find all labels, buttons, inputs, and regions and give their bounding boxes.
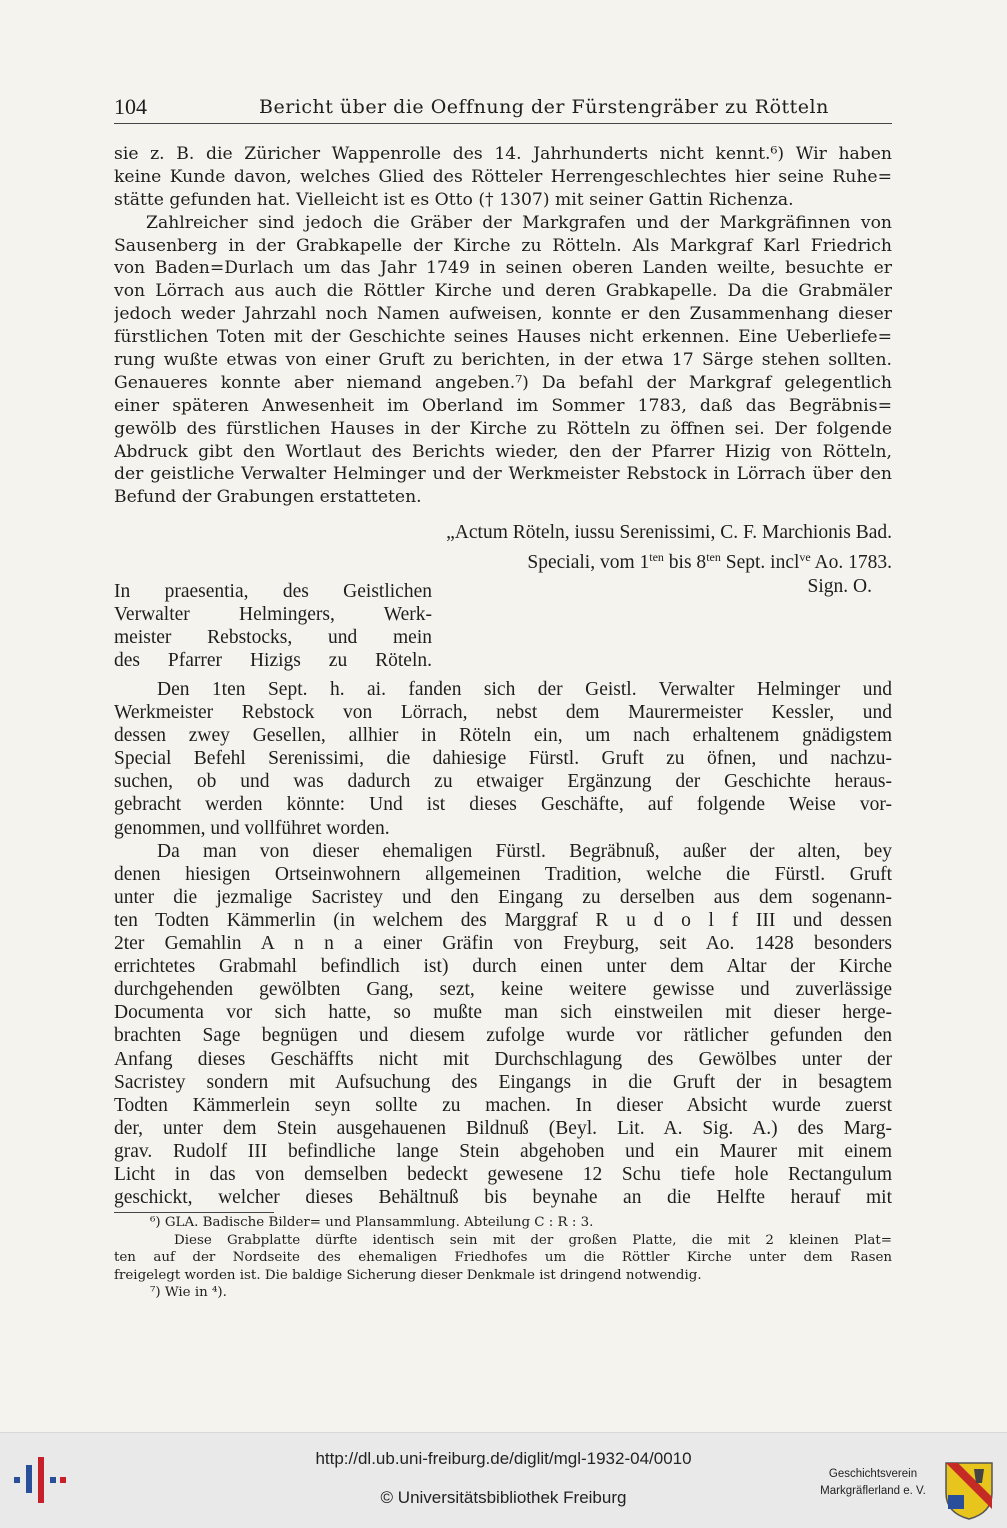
footnote-line: ⁷) Wie in ⁴). bbox=[150, 1285, 227, 1300]
actum-line-2 bbox=[330, 545, 892, 575]
copyright-text: © Universitätsbibliothek Freiburg bbox=[380, 1488, 627, 1507]
text-line: Zahlreicher sind jedoch die Gräber der Markgrafen und der Markgräfinnen von bbox=[146, 212, 892, 233]
text-line: Verwalter Helmingers, Werk- bbox=[114, 604, 432, 625]
superscript: ve bbox=[799, 550, 811, 564]
text-line: dessen zwey Gesellen, allhier in Röteln ein, um nach erhaltenem gnädigstem bbox=[114, 725, 892, 747]
footnote-line: Diese Grabplatte dürfte identisch sein mit der großen Platte, die mit 2 kleinen Plat= bbox=[174, 1232, 892, 1248]
text-line: der, unter dem Stein ausgehauenen Bildnuß (Beyl. Lit. A. Sig. A.) des Marg- bbox=[114, 1117, 892, 1139]
text-line: fürstlichen Toten mit der Geschichte seines Hauses nicht erkennen. Eine Ueberliefe= bbox=[114, 327, 892, 348]
actum-date-part: Sept. incl bbox=[720, 552, 800, 573]
text-line: von Lörrach aus auch die Röttler Kirche und deren Grabkapelle. Da die Grabmäler bbox=[114, 281, 892, 302]
text-line: Abdruck gibt den Wortlaut des Berichts wieder, den der Pfarrer Hizig von Rötteln, bbox=[114, 441, 892, 462]
text-line: rung wußte etwas von einer Gruft zu berichten, in der etwa 17 Särge stehen sollten. bbox=[114, 350, 892, 371]
actum-date-part: Speciali, vom 1 bbox=[527, 552, 650, 573]
superscript: ten bbox=[649, 550, 664, 564]
text-line: Documenta vor sich hatte, so mußte man sich einstweilen mit dieser herge- bbox=[114, 1002, 892, 1024]
text-line: genommen, und vollführet worden. bbox=[114, 817, 390, 839]
text-line: der geistliche Verwalter Helminger und der Werkmeister Rebstock in Lörrach über den bbox=[114, 464, 892, 485]
text-line: von Baden=Durlach um das Jahr 1749 in seinen oberen Landen weilte, besuchte er bbox=[114, 258, 892, 279]
footnote-rule bbox=[114, 1212, 274, 1213]
coat-of-arms-icon bbox=[944, 1461, 994, 1521]
page-header bbox=[114, 94, 892, 124]
actum-signature: Sign. O. bbox=[807, 576, 872, 597]
text-line: Special Befehl Serenissimi, die dahiesige Fürstl. Gruft zu öfnen, und nachzu- bbox=[114, 748, 892, 770]
text-line: gebracht werden könnte: Und ist dieses Geschäfte, auf folgende Weise vor- bbox=[114, 794, 892, 816]
source-url-link[interactable]: http://dl.ub.uni-freiburg.de/diglit/mgl-1932-04/0010 bbox=[315, 1449, 692, 1468]
society-name bbox=[808, 1466, 938, 1500]
report-body bbox=[114, 678, 892, 1209]
text-line: keine Kunde davon, welches Glied des Rötteler Herrengeschlechtes hier seine Ruhe= bbox=[114, 166, 892, 187]
footnote-line: ⁶) GLA. Badische Bilder= und Plansammlung. Abteilung C : R : 3. bbox=[150, 1215, 594, 1230]
praesentia-block bbox=[114, 580, 432, 672]
footnote-line: ten auf der Nordseite des ehemaligen Friedhofes um die Röttler Kirche unter dem Rasen bbox=[114, 1250, 892, 1265]
text-line: Sacristey sondern mit Aufsuchung des Eingangs in die Gruft der in besagtem bbox=[114, 1071, 892, 1093]
text-line: grav. Rudolf III befindliche lange Stein abgehoben und ein Maurer mit einem bbox=[114, 1140, 892, 1162]
text-line: ten Todten Kämmerlin (in welchem des Marggraf R u d o l f III und dessen bbox=[114, 909, 892, 931]
text-line: jedoch weder Jahrzahl noch Namen aufweisen, konnte er den Zusammenhang dieser bbox=[114, 304, 892, 325]
intro-text bbox=[114, 143, 892, 509]
text-line: Da man von dieser ehemaligen Fürstl. Begräbnuß, außer der alten, bey bbox=[157, 840, 892, 862]
text-line: 2ter Gemahlin A n n a einer Gräfin von Freyburg, seit Ao. 1428 besonders bbox=[114, 933, 892, 955]
text-line: Befund der Grabungen erstatteten. bbox=[114, 487, 422, 508]
text-line: Den 1ten Sept. h. ai. fanden sich der Geistl. Verwalter Helminger und bbox=[157, 679, 892, 700]
text-line: brachten Sage begnügen und diesem zufolge wurde vor rätlicher gefunden den bbox=[114, 1025, 892, 1047]
text-line: Sausenberg in der Grabkapelle der Kirche zu Rötteln. Als Markgraf Karl Friedrich bbox=[114, 235, 892, 256]
actum-line-1: „Actum Röteln, iussu Serenissimi, C. F. Marchionis Bad. bbox=[446, 522, 892, 543]
text-line: unter die jezmalige Sacristey und den Eingang zu derselben aus dem sogenann- bbox=[114, 886, 892, 908]
text-line: Todten Kämmerlein seyn sollte zu machen. In dieser Absicht wurde zuerst bbox=[114, 1094, 892, 1116]
text-line: denen hiesigen Ortseinwohnern allgemeinen Tradition, welche die Fürstl. Gruft bbox=[114, 863, 892, 885]
viewer-footer bbox=[0, 1432, 1007, 1528]
text-line: Werkmeister Rebstock von Lörrach, nebst dem Maurermeister Kessler, und bbox=[114, 702, 892, 724]
text-line: geschickt, welcher dieses Behältnuß bis beynahe an die Helfte herauf mit bbox=[114, 1187, 892, 1209]
text-line: sie z. B. die Züricher Wappenrolle des 14. Jahrhunderts nicht kennt.⁶) Wir haben bbox=[114, 144, 892, 164]
page-number: 104 bbox=[114, 94, 147, 119]
actum-date-part: bis 8 bbox=[663, 552, 707, 573]
text-line: errichtetes Grabmahl befindlich ist) durch einen unter dem Altar der Kirche bbox=[114, 956, 892, 978]
header-rule bbox=[114, 123, 892, 124]
text-line: des Pfarrer Hizigs zu Röteln. bbox=[114, 650, 432, 671]
text-line: Anfang dieses Geschäffts nicht mit Durchschlagung des Gewölbes unter der bbox=[114, 1048, 892, 1070]
text-line: einer späteren Anwesenheit im Oberland im Sommer 1783, daß das Begräbnis= bbox=[114, 395, 892, 416]
society-name-line: Markgräflerland e. V. bbox=[820, 1485, 926, 1497]
actum-date-part: Ao. 1783. bbox=[810, 552, 892, 573]
footnote-line: freigelegt worden ist. Die baldige Sicherung dieser Denkmale ist dringend notwendig. bbox=[114, 1267, 702, 1283]
running-title: Bericht über die Oeffnung der Fürstengräber zu Rötteln bbox=[259, 96, 829, 118]
footnotes bbox=[114, 1214, 892, 1302]
society-name-line: Geschichtsverein bbox=[828, 1468, 918, 1480]
text-line: durchgehenden gewölbten Gang, sezt, keine weitere gewisse und zuverlässige bbox=[114, 979, 892, 1001]
text-line: suchen, ob und was dadurch zu etwaiger Ergänzung der Geschichte heraus- bbox=[114, 771, 892, 793]
text-line: meister Rebstocks, und mein bbox=[114, 627, 432, 648]
text-line: stätte gefunden hat. Vielleicht ist es Otto († 1307) mit seiner Gattin Richenza. bbox=[114, 189, 794, 210]
text-line: Licht in das von demselben bedeckt gewesene 12 Schu tiefe hole Rectangulum bbox=[114, 1163, 892, 1185]
superscript: ten bbox=[706, 550, 721, 564]
text-line: In praesentia, des Geistlichen bbox=[114, 581, 432, 602]
text-line: Genaueres konnte aber niemand angeben.⁷) Da befahl der Markgraf gelegentlich bbox=[114, 372, 892, 393]
text-line: gewölb des fürstlichen Hauses in der Kirche zu Rötteln zu öffnen sei. Der folgende bbox=[114, 418, 892, 439]
